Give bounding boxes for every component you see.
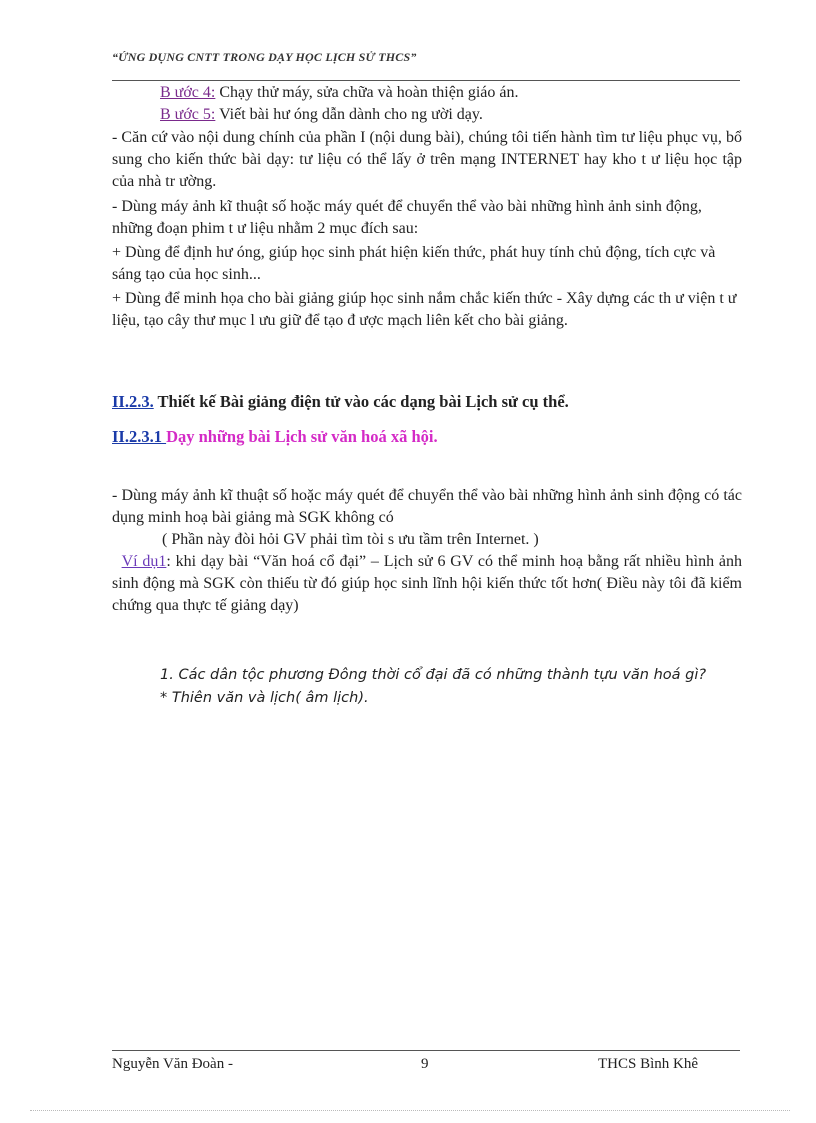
- slide-answer: * Thiên văn và lịch( âm lịch).: [160, 690, 369, 706]
- example-text: : khi dạy bài “Văn hoá cổ đại” – Lịch sử 6 GV có thể minh hoạ bằng rất nhiều hình ảnh sinh động mà SGK còn thiếu từ đó giúp học sinh lĩnh hội kiến thức tốt hơn( Điều này tôi đã kiểm chứng qua thực tế giảng dạy): [112, 553, 742, 614]
- section-title: Thiết kế Bài giảng điện tử vào các dạng bài Lịch sử cụ thể.: [153, 392, 569, 411]
- slide-question: 1. Các dân tộc phương Đông thời cổ đại đã có những thành tựu văn hoá gì?: [160, 667, 707, 683]
- footer-author: Nguyễn Văn Đoàn -: [112, 1056, 233, 1072]
- paragraph-example: [112, 551, 742, 617]
- footer-school: THCS Bình Khê: [598, 1056, 699, 1072]
- paragraph-purpose-2: + Dùng để minh họa cho bài giảng giúp học sinh nắm chắc kiến thức - Xây dựng các th ư viện t ư liệu, tạo cây thư mục l ưu giữ để tạo đ ược mạch liên kết cho bài giảng.: [112, 290, 737, 329]
- step-5-text: Viết bài hư óng dẫn dành cho ng ười dạy.: [215, 106, 483, 123]
- running-header: “ỨNG DỤNG CNTT TRONG DẠY HỌC LỊCH SỬ THCS”: [112, 50, 417, 64]
- paragraph-resources: - Căn cứ vào nội dung chính của phần I (nội dung bài), chúng tôi tiến hành tìm tư liệu phục vụ, bổ sung cho kiến thức bài dạy: tư liệu có thể lấy ở trên mạng INTERNET hay kho t ư liệu học tập của nhà tr ường.: [112, 129, 742, 190]
- paragraph-culture: - Dùng máy ảnh kĩ thuật số hoặc máy quét để chuyển thể vào bài những hình ảnh sinh động có tác dụng minh hoạ bài giảng mà SGK không có: [112, 487, 742, 526]
- header-rule: [112, 80, 740, 81]
- example-label: Ví dụ1: [121, 553, 167, 570]
- section-number-link[interactable]: II.2.3.: [112, 392, 154, 411]
- subsection-title: Dạy những bài Lịch sử văn hoá xã hội.: [166, 427, 438, 446]
- step-4-label: B ước 4:: [160, 84, 216, 101]
- footer-page-number: 9: [421, 1056, 429, 1072]
- step-4: [160, 82, 790, 104]
- page-edge-dots: [30, 1110, 790, 1111]
- footer-rule: [112, 1050, 740, 1051]
- paragraph-camera: - Dùng máy ảnh kĩ thuật số hoặc máy quét để chuyển thể vào bài những hình ảnh sinh động, những đoạn phim t ư liệu nhằm 2 mục đích sau:: [112, 198, 702, 237]
- section-heading: [112, 391, 742, 413]
- paragraph-purpose-1: + Dùng để định hư óng, giúp học sinh phát hiện kiến thức, phát huy tính chủ động, tích cực và sáng tạo của học sinh...: [112, 244, 716, 283]
- subsection-heading: [112, 426, 742, 448]
- step-5: [160, 104, 790, 126]
- paragraph-note: ( Phần này đòi hỏi GV phải tìm tòi s ưu tầm trên Internet. ): [162, 531, 539, 548]
- step-4-text: Chạy thử máy, sửa chữa và hoàn thiện giáo án.: [215, 84, 519, 101]
- subsection-number-link[interactable]: II.2.3.1: [112, 427, 167, 446]
- step-5-label: B ước 5:: [160, 106, 216, 123]
